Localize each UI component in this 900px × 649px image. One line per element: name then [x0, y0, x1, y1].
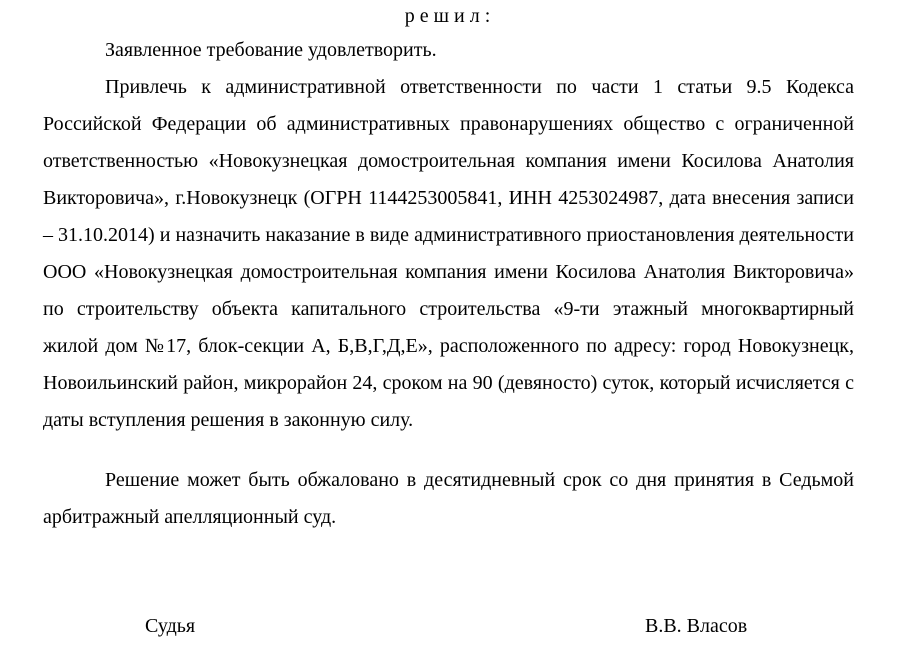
paragraph-appeal: Решение может быть обжаловано в десятидневный срок со дня принятия в Седьмой арбитражный апелляционный суд.	[43, 469, 854, 528]
signature-name: В.В. Власов	[645, 615, 748, 637]
decision-heading: решил:	[404, 5, 496, 27]
signature-role: Судья	[145, 615, 196, 637]
paragraph-claim-granted: Заявленное требование удовлетворить.	[105, 39, 437, 61]
paragraph-penalty: Привлечь к административной ответственности по части 1 статьи 9.5 Кодекса Российской Федерации об административных правонарушениях общество с ограниченной ответственностью «Новокузнецкая домостроительная компания имени Косилова Анатолия Викторовича», г.Новокузнецк (ОГРН 1144253005841, ИНН 4253024987, дата внесения записи – 31.10.2014) и назначить наказание в виде административного приостановления деятельности ООО «Новокузнецкая домостроительная компания имени Косилова Анатолия Викторовича» по строительству объекта капитального строительства «9-ти этажный многоквартирный жилой дом №17, блок-секции А, Б,В,Г,Д,Е», расположенного по адресу: город Новокузнецк, Новоильинский район, микрорайон 24, сроком на 90 (девяносто) суток, который исчисляется с даты вступления решения в законную силу.	[43, 76, 854, 431]
